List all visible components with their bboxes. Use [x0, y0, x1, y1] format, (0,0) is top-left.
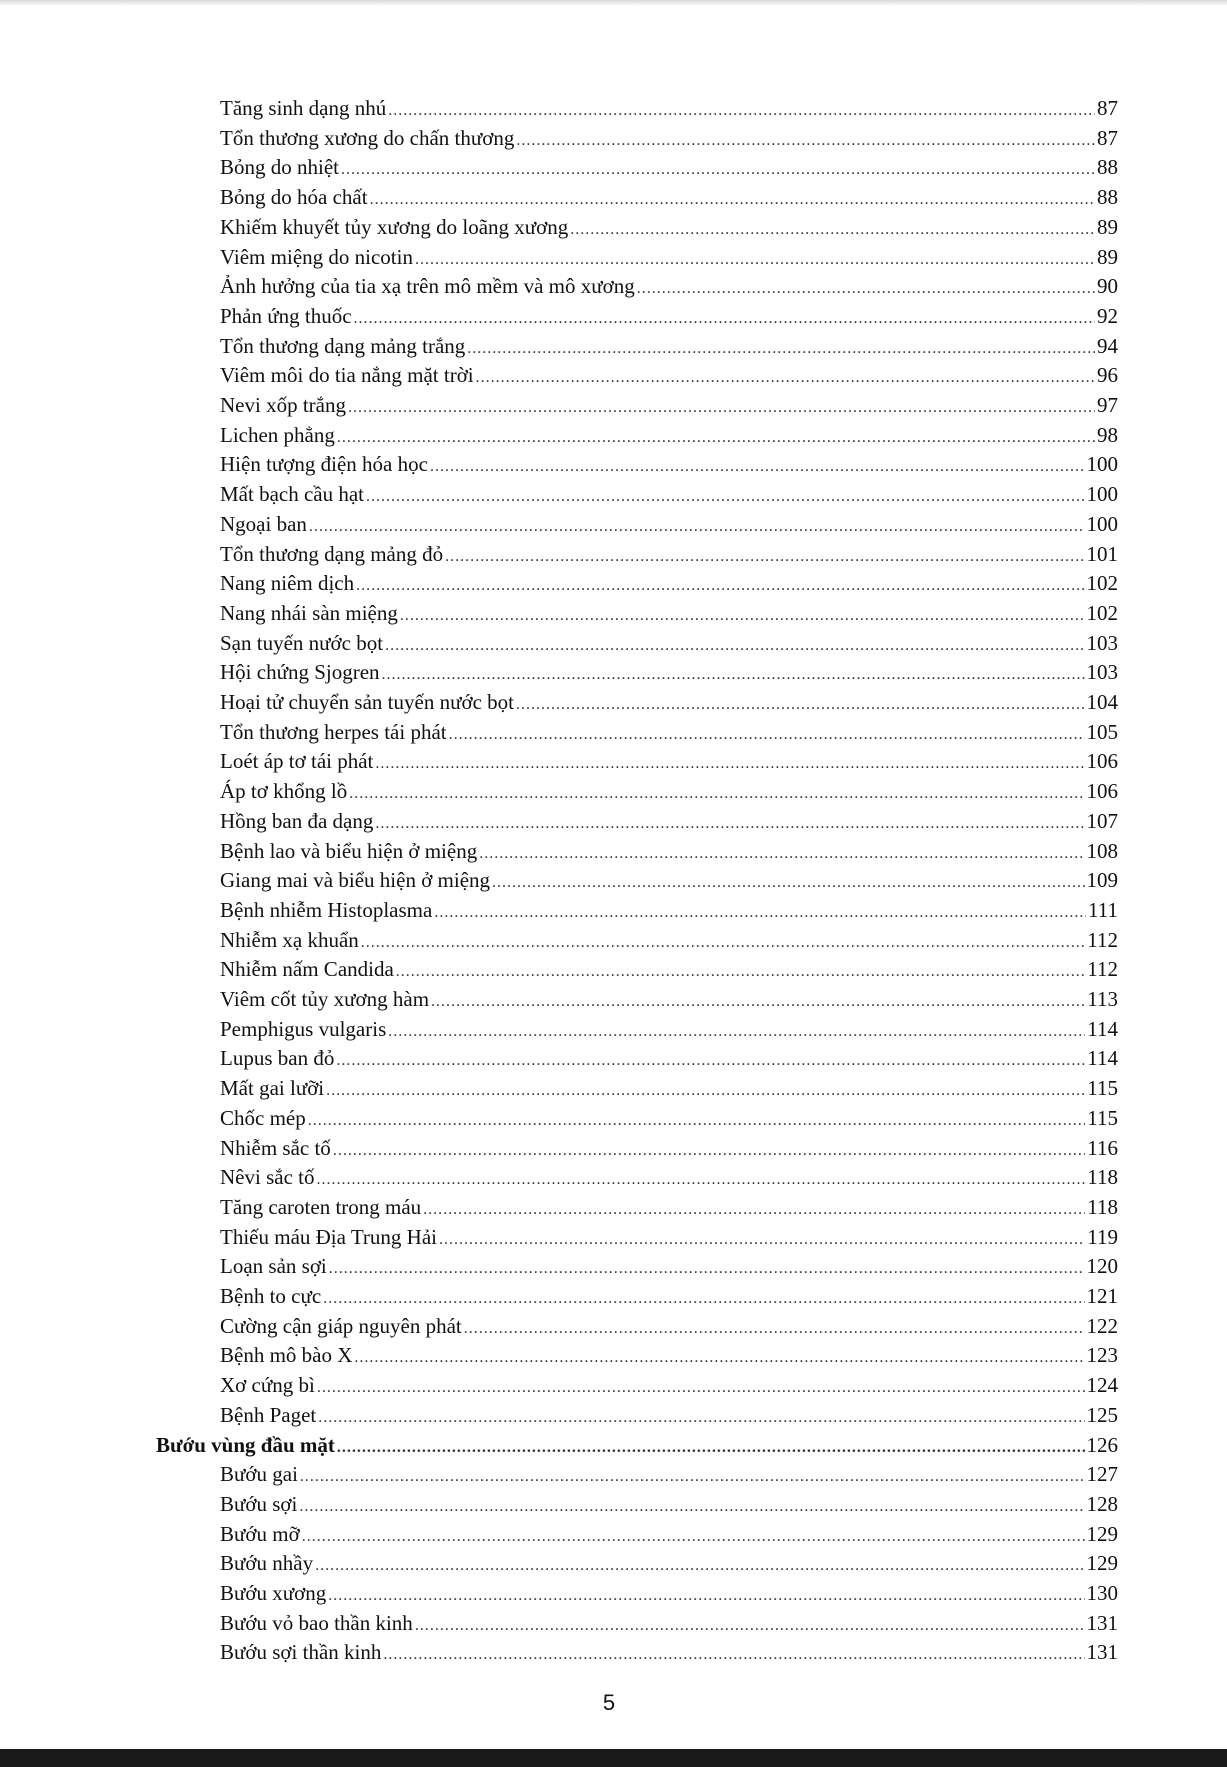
- toc-entry: [220, 865, 1118, 895]
- toc-entry-page: 121: [1086, 1284, 1118, 1308]
- toc-entry-page: 100: [1086, 511, 1118, 536]
- dot-leader: [383, 1640, 1084, 1670]
- dot-leader: [476, 363, 1095, 393]
- dot-leader: [308, 1106, 1086, 1136]
- toc-entry-page: 88: [1097, 185, 1118, 210]
- toc-entry-page: 126: [1086, 1432, 1118, 1457]
- toc-entry-page: 103: [1086, 630, 1118, 655]
- toc-entry-title: Nevi xốp trắng: [220, 393, 346, 417]
- toc-entry: [220, 1548, 1118, 1578]
- dot-leader: [516, 690, 1085, 720]
- dot-leader: [423, 1195, 1085, 1225]
- toc-entry-page: 89: [1097, 214, 1118, 239]
- toc-entry-page: 89: [1097, 244, 1118, 269]
- dot-leader: [341, 155, 1095, 185]
- toc-entry-page: 87: [1097, 125, 1118, 150]
- toc-entry: [220, 895, 1118, 925]
- toc-entry: [220, 657, 1118, 687]
- toc-entry-page: 109: [1086, 868, 1118, 893]
- toc-entry: [220, 1489, 1118, 1519]
- toc-entry-title: Tăng sinh dạng nhú: [220, 96, 387, 120]
- toc-entry: [220, 1014, 1118, 1044]
- dot-leader: [315, 1551, 1084, 1581]
- toc-entry: [220, 509, 1118, 539]
- dot-leader: [318, 1403, 1084, 1433]
- toc-entry: [220, 1103, 1118, 1133]
- toc-entry-title: Cường cận giáp nguyên phát: [220, 1313, 462, 1338]
- toc-entry: [220, 1311, 1118, 1341]
- toc-entry-title: Nhiễm nấm Candida: [220, 957, 394, 982]
- toc-entry-page: 104: [1086, 690, 1118, 714]
- toc-entry-page: 127: [1086, 1462, 1118, 1487]
- toc-entry-title: Bệnh to cực: [220, 1284, 322, 1308]
- toc-entry-title: Hội chứng Sjogren: [220, 660, 380, 685]
- toc-entry-title: Bệnh nhiễm Histoplasma: [220, 897, 433, 922]
- dot-leader: [415, 1611, 1085, 1641]
- toc-entry-title: Mất gai lưỡi: [220, 1076, 325, 1101]
- toc-entry-title: Nhiễm xạ khuẩn: [220, 927, 359, 952]
- toc-entry: [220, 1073, 1118, 1103]
- toc-entry-page: 88: [1097, 155, 1118, 180]
- dot-leader: [326, 1076, 1085, 1106]
- dot-leader: [302, 1522, 1085, 1552]
- toc-entry-page: 100: [1086, 482, 1118, 507]
- dot-leader: [382, 660, 1085, 690]
- dot-leader: [354, 1343, 1084, 1373]
- toc-entry-title: Bệnh lao và biểu hiện ở miệng: [220, 838, 478, 863]
- toc-entry-title: Bỏng do hóa chất: [220, 185, 368, 210]
- toc-entry-page: 118: [1087, 1194, 1118, 1219]
- toc-entry-page: 108: [1086, 838, 1118, 863]
- toc-entry-title: Loét áp tơ tái phát: [220, 749, 374, 774]
- dot-leader: [316, 1165, 1085, 1195]
- toc-entry: [220, 1578, 1118, 1608]
- toc-entry: [220, 479, 1118, 509]
- toc-entry-title: Pemphigus vulgaris: [220, 1016, 387, 1041]
- toc-entry: [220, 1251, 1118, 1281]
- toc-entry-title: Ngoại ban: [220, 511, 307, 536]
- toc-entry-page: 119: [1087, 1224, 1118, 1249]
- dot-leader: [323, 1284, 1084, 1314]
- dot-leader: [464, 1314, 1085, 1344]
- toc-entry-page: 114: [1087, 1046, 1118, 1071]
- toc-entry-title: Tăng caroten trong máu: [220, 1194, 422, 1219]
- toc-entry-title: Tổn thương xương do chấn thương: [220, 125, 515, 150]
- toc-entry: [220, 182, 1118, 212]
- toc-entry: [220, 390, 1118, 420]
- toc-entry-title: Lichen phẳng: [220, 422, 335, 447]
- toc-entry-title: Bướu mỡ: [220, 1521, 300, 1546]
- dot-leader: [430, 452, 1085, 482]
- dot-leader: [388, 1017, 1085, 1047]
- toc-entry-title: Viêm miệng do nicotin: [220, 244, 413, 269]
- dot-leader: [375, 749, 1084, 779]
- dot-leader: [354, 304, 1095, 334]
- dot-leader: [434, 898, 1086, 928]
- toc-entry-page: 130: [1086, 1581, 1118, 1605]
- toc-entry: [220, 1459, 1118, 1489]
- toc-entry-title: Hoại tử chuyển sản tuyến nước bọt: [220, 690, 514, 714]
- toc-entry-page: 101: [1086, 541, 1118, 566]
- scan-top-edge: [0, 0, 1227, 6]
- toc-entry-page: 106: [1086, 749, 1118, 774]
- dot-leader: [637, 274, 1095, 304]
- dot-leader: [333, 1136, 1085, 1166]
- toc-entry: [220, 568, 1118, 598]
- toc-entry-title: Loạn sản sợi: [220, 1254, 327, 1279]
- toc-entry-page: 116: [1087, 1135, 1118, 1160]
- dot-leader: [348, 393, 1095, 423]
- toc-entry-page: 105: [1086, 719, 1118, 744]
- toc-entry-page: 122: [1086, 1313, 1118, 1338]
- toc-entry: [220, 1340, 1118, 1370]
- toc-entry-title: Viêm môi do tia nắng mặt trời: [220, 363, 474, 388]
- toc-entry: [220, 1222, 1118, 1252]
- dot-leader: [366, 482, 1084, 512]
- toc-entry-page: 98: [1097, 422, 1118, 447]
- toc-entry: [220, 1043, 1118, 1073]
- toc-entry: [220, 984, 1118, 1014]
- toc-entry-page: 102: [1086, 600, 1118, 625]
- toc-entry-page: 131: [1086, 1610, 1118, 1635]
- toc-entry-title: Tổn thương herpes tái phát: [220, 719, 447, 744]
- toc-entry-title: Bướu xương: [220, 1581, 327, 1605]
- toc-entry-page: 125: [1086, 1402, 1118, 1427]
- toc-entry-title: Bướu vùng đầu mặt: [156, 1432, 335, 1457]
- toc-entry-title: Tổn thương dạng mảng đỏ: [220, 541, 444, 566]
- toc-entry-page: 129: [1086, 1551, 1118, 1576]
- dot-leader: [479, 839, 1084, 869]
- toc-entry: [220, 1192, 1118, 1222]
- toc-entry-title: Hiện tượng điện hóa học: [220, 452, 428, 477]
- toc-entry-page: 112: [1087, 957, 1118, 982]
- toc-entry-title: Bướu sợi: [220, 1491, 298, 1516]
- dot-leader: [385, 631, 1084, 661]
- scan-bottom-edge: [0, 1749, 1227, 1767]
- dot-leader: [375, 809, 1084, 839]
- toc-entry: [220, 776, 1118, 806]
- toc-entry: [220, 598, 1118, 628]
- toc-entry-page: 113: [1087, 987, 1118, 1011]
- toc-entry-page: 97: [1097, 393, 1118, 417]
- dot-leader: [299, 1492, 1084, 1522]
- toc-entry: [220, 301, 1118, 331]
- toc-entry-page: 131: [1086, 1640, 1118, 1665]
- toc-entry: [220, 420, 1118, 450]
- toc-entry-title: Bỏng do nhiệt: [220, 155, 339, 180]
- toc-entry: [220, 123, 1118, 153]
- toc-entry-page: 123: [1086, 1343, 1118, 1368]
- toc-entry-title: Nhiễm sắc tố: [220, 1135, 331, 1160]
- toc-entry-page: 107: [1086, 808, 1118, 833]
- toc-entry: [220, 242, 1118, 272]
- toc-entry: [220, 152, 1118, 182]
- dot-leader: [388, 96, 1095, 126]
- toc-entry-title: Áp tơ khổng lồ: [220, 779, 348, 804]
- toc-entry-title: Bướu gai: [220, 1462, 298, 1487]
- toc-entry-page: 90: [1097, 274, 1118, 299]
- toc-section-heading: [156, 1430, 1118, 1460]
- dot-leader: [516, 126, 1095, 156]
- toc-entry-title: Khiếm khuyết tủy xương do loãng xương: [220, 214, 569, 239]
- toc-entry-title: Phản ứng thuốc: [220, 303, 352, 328]
- toc-entry-title: Tổn thương dạng mảng trắng: [220, 333, 466, 358]
- toc-entry-title: Mất bạch cầu hạt: [220, 482, 365, 507]
- toc-entry: [220, 925, 1118, 955]
- dot-leader: [336, 1046, 1085, 1076]
- toc-entry: [220, 746, 1118, 776]
- toc-entry-page: 102: [1086, 571, 1118, 596]
- toc-entry-page: 103: [1086, 660, 1118, 685]
- toc-entry-title: Thiếu máu Địa Trung Hải: [220, 1224, 437, 1249]
- toc-entry: [220, 687, 1118, 717]
- toc-entry: [220, 717, 1118, 747]
- dot-leader: [439, 1225, 1085, 1255]
- toc-entry-page: 111: [1088, 897, 1118, 922]
- toc-entry: [220, 1400, 1118, 1430]
- toc-entry-page: 128: [1086, 1491, 1118, 1516]
- dot-leader: [309, 512, 1085, 542]
- toc-entry: [220, 1281, 1118, 1311]
- toc-entry: [220, 271, 1118, 301]
- dot-leader: [400, 601, 1085, 631]
- toc-entry-page: 94: [1097, 333, 1118, 358]
- toc-entry-page: 118: [1087, 1165, 1118, 1190]
- toc-entry-title: Bệnh Paget: [220, 1402, 317, 1427]
- toc-entry-title: Nêvi sắc tố: [220, 1165, 315, 1190]
- toc-entry: [220, 628, 1118, 658]
- dot-leader: [396, 957, 1085, 987]
- toc-entry-title: Nang nhái sàn miệng: [220, 600, 398, 625]
- dot-leader: [492, 868, 1084, 898]
- dot-leader: [328, 1581, 1084, 1611]
- toc-entry-page: 92: [1097, 303, 1118, 328]
- dot-leader: [329, 1254, 1085, 1284]
- toc-entry-page: 115: [1087, 1105, 1118, 1130]
- toc-entry-page: 106: [1086, 779, 1118, 804]
- toc-entry-title: Bướu nhầy: [220, 1551, 314, 1576]
- toc-entry-page: 129: [1086, 1521, 1118, 1546]
- dot-leader: [370, 185, 1095, 215]
- toc-entry-title: Giang mai và biểu hiện ở miệng: [220, 868, 491, 893]
- toc-entry-title: Bướu sợi thần kinh: [220, 1640, 382, 1665]
- dot-leader: [337, 423, 1095, 453]
- toc-entry-page: 100: [1086, 452, 1118, 477]
- toc-entry-title: Ảnh hưởng của tia xạ trên mô mềm và mô xương: [220, 274, 635, 299]
- toc-entry: [220, 806, 1118, 836]
- toc-entry: [220, 212, 1118, 242]
- dot-leader: [300, 1462, 1085, 1492]
- dot-leader: [317, 1373, 1085, 1403]
- toc-entry: [220, 1637, 1118, 1667]
- toc-entry: [220, 93, 1118, 123]
- toc-entry-title: Lupus ban đỏ: [220, 1046, 335, 1071]
- dot-leader: [349, 779, 1084, 809]
- toc-entry-title: Bệnh mô bào X: [220, 1343, 353, 1368]
- dot-leader: [361, 928, 1085, 958]
- dot-leader: [415, 245, 1095, 275]
- dot-leader: [431, 987, 1085, 1017]
- toc-entry: [220, 331, 1118, 361]
- toc-entry: [220, 1133, 1118, 1163]
- toc-entry-page: 120: [1086, 1254, 1118, 1279]
- toc-entry: [220, 1162, 1118, 1192]
- toc-entry: [220, 360, 1118, 390]
- toc-entry-page: 96: [1097, 363, 1118, 388]
- dot-leader: [467, 334, 1095, 364]
- dot-leader: [570, 215, 1095, 245]
- toc-entry-page: 114: [1087, 1016, 1118, 1041]
- toc-entry: [220, 539, 1118, 569]
- dot-leader: [356, 571, 1084, 601]
- toc-entry: [220, 1519, 1118, 1549]
- toc-entry: [220, 449, 1118, 479]
- toc-entry: [220, 1608, 1118, 1638]
- page-number: 5: [602, 1690, 616, 1715]
- dot-leader: [449, 720, 1085, 750]
- toc-entry: [220, 836, 1118, 866]
- toc-entry-title: Sạn tuyến nước bọt: [220, 630, 384, 655]
- toc-entry-page: 112: [1087, 927, 1118, 952]
- toc-entry: [220, 954, 1118, 984]
- toc-entry-page: 87: [1097, 96, 1118, 120]
- toc-entry-page: 115: [1087, 1076, 1118, 1101]
- dot-leader: [337, 1433, 1085, 1463]
- toc-entry-title: Xơ cứng bì: [220, 1373, 315, 1398]
- toc-entry-title: Nang niêm dịch: [220, 571, 355, 596]
- toc-entry-page: 124: [1086, 1373, 1118, 1398]
- toc-entry-title: Hồng ban đa dạng: [220, 808, 374, 833]
- toc-entry-title: Bướu vỏ bao thần kinh: [220, 1610, 413, 1635]
- toc-entry-title: Viêm cốt tủy xương hàm: [220, 987, 430, 1011]
- dot-leader: [445, 542, 1084, 572]
- toc-entry: [220, 1370, 1118, 1400]
- toc-entry-title: Chốc mép: [220, 1105, 306, 1130]
